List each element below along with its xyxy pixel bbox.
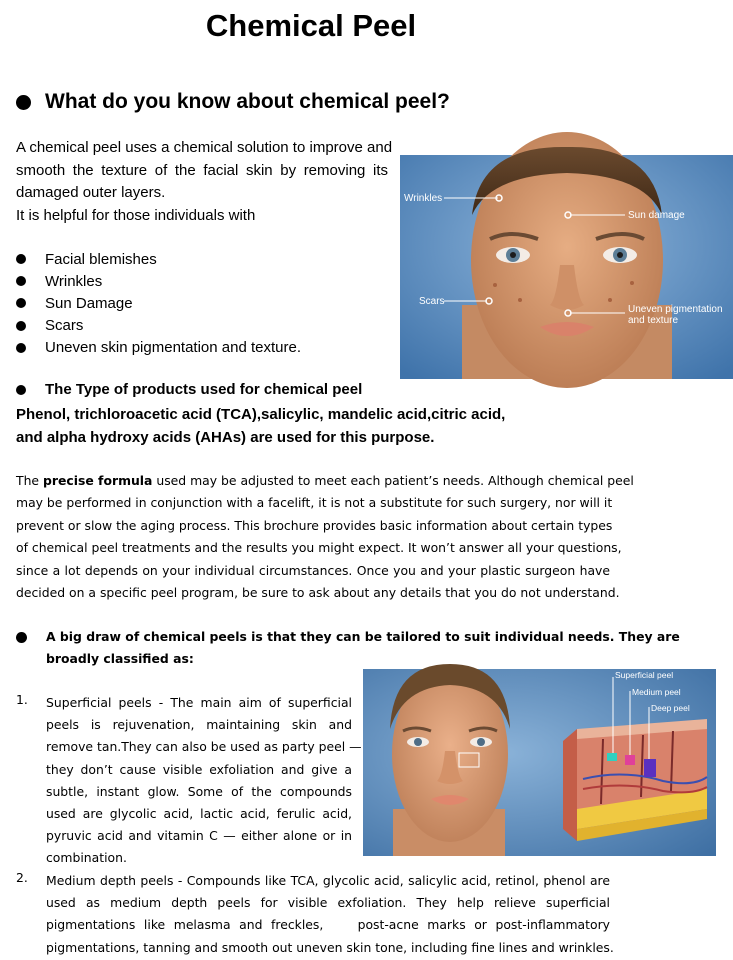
list-item-label: Wrinkles (45, 272, 103, 290)
medium-peel-label: Medium peel (632, 687, 681, 697)
list-item-label: Uneven skin pigmentation and texture. (45, 339, 301, 357)
intro-line: smooth the texture of the facial skin by removing its (16, 161, 388, 179)
intro-line: It is helpful for those individuals with (16, 206, 256, 224)
list-item (16, 315, 301, 337)
precise-formula-bold: precise formula (42, 473, 153, 488)
classification-heading-line: A big draw of chemical peels is that they can be tailored to suit individual needs. They are (46, 629, 680, 644)
uneven-pigmentation-label: Uneven pigmentation (628, 304, 723, 315)
section-heading-row (16, 90, 450, 114)
peel-line: remove tan.They can also be used as party peel — (46, 739, 362, 755)
peel-line: pigmentations, tanning and smooth out uneven skin tone, including fine lines and wrinkles. (46, 939, 614, 955)
list-number: 1. (16, 692, 28, 707)
list-item-label: Sun Damage (45, 294, 133, 312)
bullet-icon (16, 95, 31, 110)
superficial-peel-label: Superficial peel (615, 670, 674, 680)
peel-depth-image (363, 669, 716, 856)
bullet-icon (16, 385, 26, 395)
list-item (16, 270, 301, 292)
conditions-list (16, 248, 301, 359)
products-line: Phenol, trichloroacetic acid (TCA),salicylic, mandelic acid,citric acid, (16, 406, 506, 423)
paragraph-line: decided on a specific peel program, be sure to ask about any details that you do not understand. (16, 585, 620, 601)
products-heading-row (16, 381, 362, 398)
formula-paragraph (16, 470, 634, 604)
paragraph-line: prevent or slow the aging process. This brochure provides basic information about certain types (16, 517, 613, 533)
peel-line: used are glycolic acid, lactic acid, ferulic acid, (46, 806, 352, 822)
bullet-icon (16, 321, 26, 331)
medium-peels-text (46, 870, 614, 959)
paragraph-line1-rest: used may be adjusted to meet each patient’s needs. Although chemical peel (152, 473, 634, 488)
peel-line: pigmentations like melasma and freckles, post-acne marks or post-inflammatory (46, 917, 610, 933)
section-heading: What do you know about chemical peel? (45, 90, 450, 113)
peel-line: subtle, instant glow. Some of the compounds (46, 783, 352, 799)
products-text (16, 404, 516, 449)
list-item-label: Facial blemishes (45, 250, 157, 268)
classification-heading-line: broadly classified as: (46, 651, 194, 667)
paragraph-line (16, 470, 634, 492)
wrinkles-label: Wrinkles (404, 193, 443, 204)
peel-line: combination. (46, 850, 127, 866)
bullet-icon (16, 343, 26, 353)
peel-line: Superficial peels - The main aim of superficial (46, 695, 352, 710)
products-line: and alpha hydroxy acids (AHAs) are used for this purpose. (16, 428, 435, 446)
bullet-icon (16, 298, 26, 308)
products-heading: The Type of products used for chemical peel (45, 381, 363, 398)
paragraph-line: may be performed in conjunction with a facelift, it is not a substitute for such surgery, nor will it (16, 495, 613, 511)
bullet-icon (16, 276, 26, 286)
list-item-label: Scars (45, 317, 84, 335)
list-item (16, 337, 301, 359)
face-skin-problems-image (400, 155, 733, 379)
page-title: Chemical Peel (205, 8, 417, 43)
intro-line: damaged outer layers. (16, 184, 166, 201)
peel-line: used as medium depth peels for visible exfoliation. They help relieve superficial (46, 895, 610, 911)
peel-line: peels is rejuvenation, maintaining skin and (46, 717, 352, 733)
superficial-peels-text (46, 692, 362, 870)
intro-text (16, 137, 393, 227)
uneven-texture-label: and texture (628, 315, 679, 326)
list-item (16, 248, 301, 270)
intro-line: A chemical peel uses a chemical solution to improve and (16, 139, 393, 156)
paragraph-line: of chemical peel treatments and the results you might expect. It won’t answer all your questions, (16, 540, 622, 556)
paragraph-line: since a lot depends on your individual circumstances. Once you and your plastic surgeon have (16, 562, 610, 578)
bullet-icon (16, 632, 27, 643)
deep-peel-label: Deep peel (651, 703, 690, 713)
peel-line: pyruvic acid and vitamin C — either alone or in (46, 828, 352, 844)
bullet-icon (16, 254, 26, 264)
peel-line: they don’t cause visible exfoliation and give a (46, 761, 352, 777)
peel-line: Medium depth peels - Compounds like TCA, glycolic acid, salicylic acid, retinol, phenol are (46, 873, 610, 888)
paragraph-lead: The (16, 473, 43, 488)
sun-damage-label: Sun damage (628, 210, 685, 221)
list-number: 2. (16, 870, 28, 885)
list-item (16, 292, 301, 314)
scars-label: Scars (419, 296, 445, 307)
